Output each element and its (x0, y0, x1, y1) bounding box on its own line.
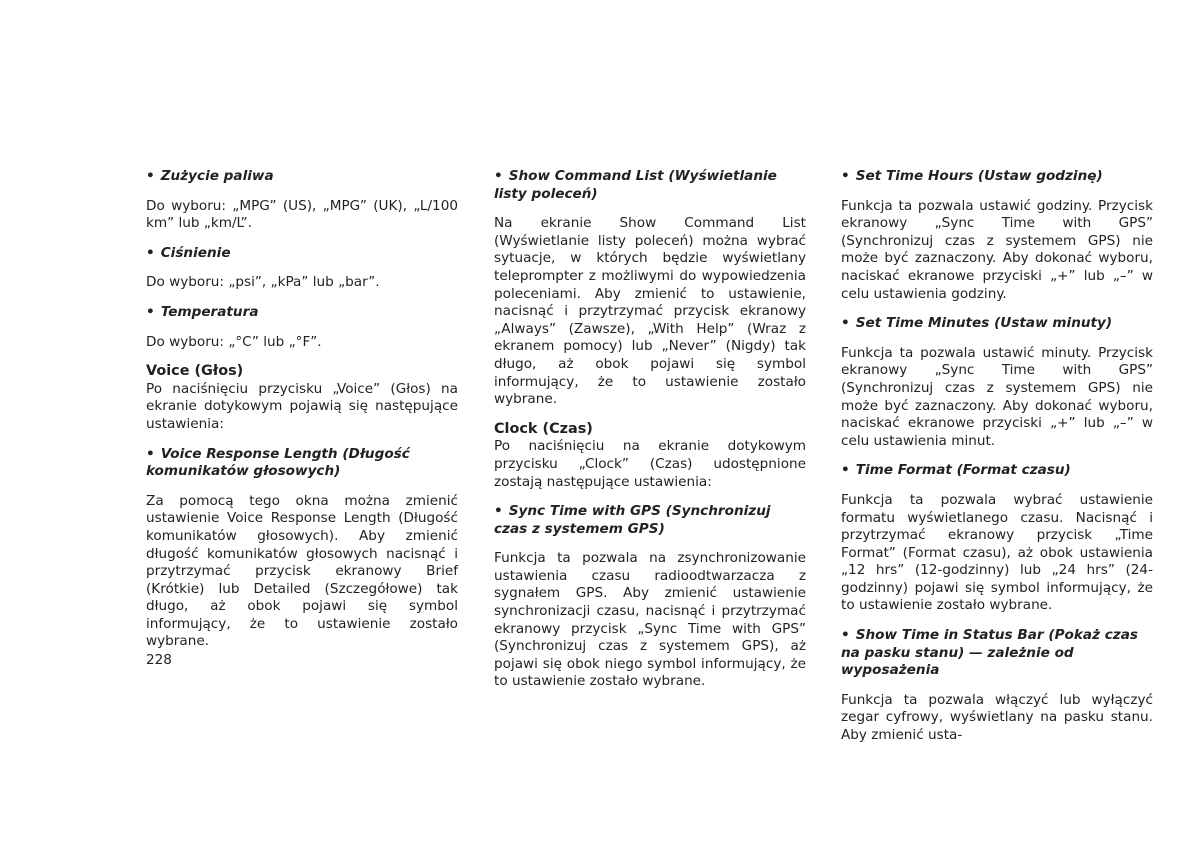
paragraph-set-time-hours: Funkcja ta pozwala ustawić godziny. Przycisk ekranowy „Sync Time with GPS” (Synchronizuj czas z systemem GPS) nie może być zaznaczony. Aby dokonać wyboru, naciskać ekranowe przyciski „+” lub „–” w celu ustawienia godziny. (841, 197, 1153, 302)
heading-clock: Clock (Czas) (494, 420, 593, 437)
paragraph-show-time-status-bar: Funkcja ta pozwala włączyć lub wyłączyć zegar cyfrowy, wyświetlany na pasku stanu. Aby zmienić usta- (841, 691, 1153, 744)
bullet-text: Set Time Minutes (Ustaw minuty) (855, 315, 1113, 332)
bullet-dot: • (146, 168, 155, 184)
bullet-dot: • (146, 445, 155, 462)
paragraph-voice-response-length: Za pomocą tego okna można zmienić ustawienie Voice Response Length (Długość komunikatów głosowych). Aby zmienić długość komunikatów głosowych nacisnąć i przytrzymać przycisk ekranowy Brief (Krótkie) lub Detailed (Szczegółowe) tak długo, aż obok pojawi się symbol informujący, że to ustawienie zostało wybrane. (146, 492, 458, 650)
bullet-fuel-consumption (146, 168, 458, 186)
heading-voice: Voice (Głos) (146, 363, 244, 380)
bullet-time-format (841, 462, 1153, 480)
paragraph-fuel-options: Do wyboru: „MPG” (US), „MPG” (UK), „L/100 km” lub „km/L”. (146, 197, 458, 232)
bullet-text: Show Time in Status Bar (Pokaż czas na pasku stanu) — zależnie od wyposażenia (841, 627, 1138, 679)
bullet-set-time-minutes (841, 315, 1153, 333)
bullet-text: Voice Response Length (Długość komunikatów głosowych) (146, 445, 410, 480)
bullet-text: Zużycie paliwa (160, 168, 274, 184)
page-number: 228 (146, 652, 172, 668)
paragraph-clock-intro: Po naciśnięciu na ekranie dotykowym przycisku „Clock” (Czas) udostępnione zostają następujące ustawienia: (494, 438, 806, 490)
paragraph-pressure-options: Do wyboru: „psi”, „kPa” lub „bar”. (146, 274, 380, 291)
bullet-dot: • (841, 627, 850, 644)
column-left (146, 168, 458, 663)
bullet-text: Set Time Hours (Ustaw godzinę) (855, 168, 1103, 184)
bullet-show-command-list (494, 168, 806, 203)
bullet-show-time-status-bar (841, 627, 1153, 680)
paragraph-sync-time-gps: Funkcja ta pozwala na zsynchronizowanie ustawienia czasu radioodtwarzacza z sygnałem GPS. Aby zmienić ustawienie synchronizacji czasu, nacisnąć i przytrzymać ekranowy przycisk „Sync Time with GPS” (Synchronizuj czas z systemem GPS), aż pojawi się obok niego symbol informujący, że to ustawienie zostało wybrane. (494, 550, 806, 690)
paragraph-temperature-options: Do wyboru: „°C” lub „°F”. (146, 333, 322, 350)
paragraph-voice-intro: Po naciśnięciu przycisku „Voice” (Głos) na ekranie dotykowym pojawią się następujące ustawienia: (146, 380, 458, 432)
bullet-dot: • (146, 303, 155, 320)
bullet-sync-time-gps (494, 503, 806, 538)
bullet-dot: • (841, 168, 850, 184)
bullet-voice-response-length (146, 446, 458, 481)
bullet-dot: • (494, 503, 503, 520)
bullet-dot: • (494, 168, 503, 184)
bullet-pressure (146, 245, 458, 263)
paragraph-time-format: Funkcja ta pozwala wybrać ustawienie formatu wyświetlanego czasu. Nacisnąć i przytrzymać ekranowy przycisk „Time Format” (Format czasu), aż obok ustawienia „12 hrs” (12-godzinny) lub „24 hrs” (24-godzinny) pojawi się symbol informujący, że to ustawienie zostało wybrane. (841, 491, 1153, 614)
paragraph-set-time-minutes: Funkcja ta pozwala ustawić minuty. Przycisk ekranowy „Sync Time with GPS” (Synchronizuj czas z systemem GPS) nie może być zaznaczony. Aby dokonać wyboru, naciskać ekranowe przyciski „+” lub „–” w celu ustawienia minut. (841, 344, 1153, 449)
bullet-dot: • (841, 315, 850, 332)
bullet-text: Ciśnienie (160, 244, 231, 261)
column-right (841, 168, 1153, 757)
bullet-dot: • (146, 244, 155, 261)
bullet-dot: • (841, 462, 850, 479)
bullet-text: Temperatura (160, 303, 259, 320)
bullet-set-time-hours (841, 168, 1153, 186)
bullet-text: Time Format (Format czasu) (855, 462, 1071, 479)
paragraph-show-command-list: Na ekranie Show Command List (Wyświetlanie listy poleceń) można wybrać sytuacje, w których będzie wyświetlany teleprompter z możliwymi do wypowiedzenia poleceniami. Aby zmienić to ustawienie, nacisnąć i przytrzymać przycisk ekranowy „Always” (Zawsze), „With Help” (Wraz z ekranem pomocy) lub „Never” (Nigdy) tak długo, aż obok pojawi się symbol informujący, że to ustawienie zostało wybrane. (494, 215, 806, 408)
bullet-text: Show Command List (Wyświetlanie listy poleceń) (494, 168, 777, 202)
bullet-temperature (146, 304, 458, 322)
bullet-text: Sync Time with GPS (Synchronizuj czas z systemem GPS) (494, 503, 771, 537)
column-middle (494, 168, 806, 703)
